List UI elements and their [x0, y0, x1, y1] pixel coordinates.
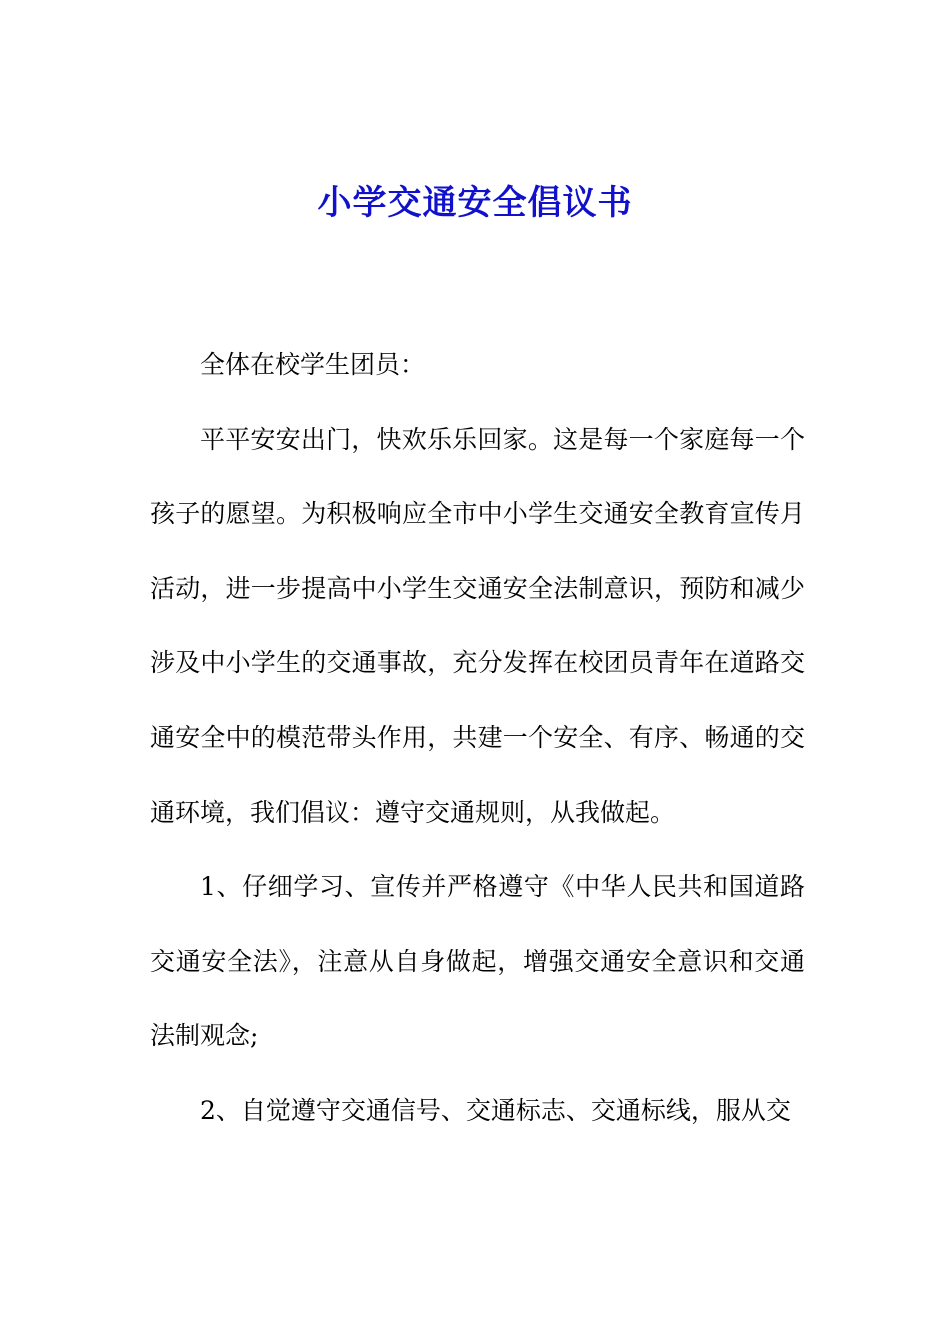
document-body — [150, 328, 805, 1149]
salutation-paragraph: 全体在校学生团员： — [200, 350, 426, 379]
intro-paragraph: 平平安安出门，快欢乐乐回家。这是每一个家庭每一个孩子的愿望。为积极响应全市中小学生交通安全教育宣传月活动，进一步提高中小学生交通安全法制意识，预防和减少涉及中小学生的交通事故，充分发挥在校团员青年在道路交通安全中的模范带头作用，共建一个安全、有序、畅通的交通环境，我们倡议：遵守交通规则，从我做起。 — [150, 424, 805, 827]
item-2-paragraph: 2、自觉遵守交通信号、交通标志、交通标线，服从交 — [200, 1095, 791, 1125]
document-title: 小学交通安全倡议书 — [317, 183, 633, 223]
item-1-paragraph: 1、仔细学习、宣传并严格遵守《中华人民共和国道路交通安全法》，注意从自身做起，增强交通安全意识和交通法制观念; — [150, 872, 805, 1051]
